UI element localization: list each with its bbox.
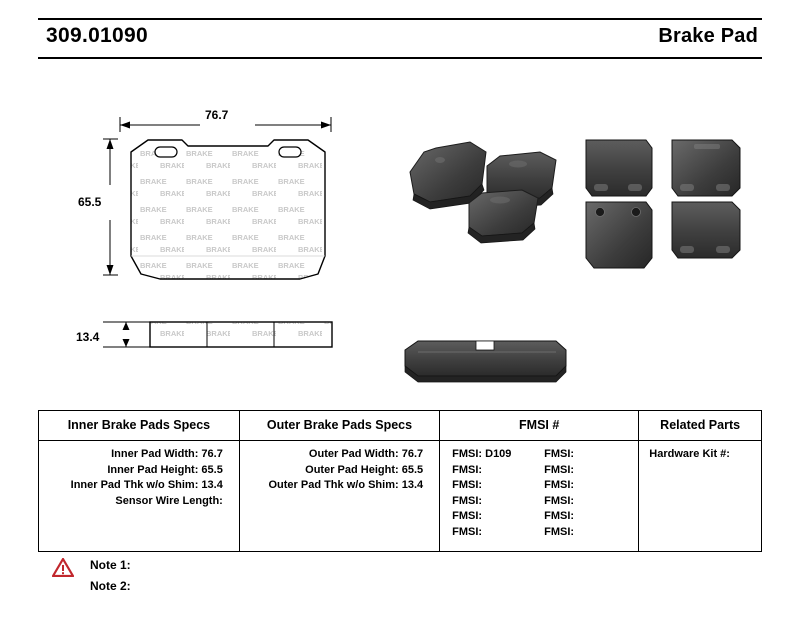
note-2-label: Note 2:: [90, 578, 131, 593]
fmsi-row: [452, 525, 632, 541]
inner-pad-height: Inner Pad Height: 65.5: [107, 463, 223, 476]
pad-side-diagram: [76, 322, 332, 347]
page-title: Brake Pad: [658, 25, 758, 47]
header-bottom-rule: [38, 57, 762, 59]
header-fmsi: FMSI #: [440, 411, 639, 441]
header-outer-specs: Outer Brake Pads Specs: [239, 411, 439, 441]
height-dimension-label: 65.5: [78, 195, 102, 209]
header-related-parts: Related Parts: [639, 411, 762, 441]
header-inner-specs: Inner Brake Pads Specs: [39, 411, 240, 441]
pad-grid-photos: [586, 140, 740, 268]
pad-face-outline: [131, 140, 325, 279]
fmsi-row: [452, 478, 632, 494]
pad-grid-3: [586, 202, 652, 268]
fmsi-row: [452, 463, 632, 479]
fmsi-left: FMSI: D109: [452, 448, 512, 460]
fmsi-left: FMSI:: [452, 525, 483, 538]
sensor-wire-length: Sensor Wire Length:: [115, 494, 223, 507]
table-body-row: [39, 441, 762, 552]
width-dimension-label: 76.7: [205, 108, 229, 122]
fmsi-right: FMSI:: [544, 494, 575, 507]
pad-photo-3: [468, 190, 538, 243]
fmsi-row: [452, 494, 632, 510]
note-row: [50, 575, 350, 596]
fmsi-right: FMSI:: [544, 525, 575, 538]
outer-pad-height: Outer Pad Height: 65.5: [305, 463, 424, 476]
fmsi-right: FMSI:: [544, 448, 575, 460]
technical-drawing: [0, 60, 800, 400]
pad-face-diagram: [78, 108, 331, 279]
notes-section: [50, 554, 350, 596]
pad-side-outline: [150, 322, 332, 347]
thickness-dimension: [76, 322, 150, 347]
note-1-label: Note 1:: [90, 557, 131, 572]
inner-pad-thickness: Inner Pad Thk w/o Shim: 13.4: [70, 479, 223, 491]
pad-grid-1: [586, 140, 652, 196]
pad-photo-cluster: [410, 142, 556, 243]
fmsi-list: [446, 447, 632, 540]
fmsi-row: [452, 509, 632, 525]
header-top-rule: [38, 18, 762, 20]
height-dimension: [78, 139, 118, 275]
thickness-dimension-label: 13.4: [76, 330, 100, 344]
fmsi-right: FMSI:: [544, 510, 575, 522]
fmsi-right: FMSI:: [544, 479, 575, 491]
fmsi-row: [452, 447, 632, 463]
fmsi-left: FMSI:: [452, 494, 483, 507]
outer-pad-thickness: Outer Pad Thk w/o Shim: 13.4: [268, 479, 424, 491]
hardware-kit-number: Hardware Kit #:: [649, 448, 730, 460]
outer-pad-width: Outer Pad Width: 76.7: [308, 448, 424, 460]
cell-fmsi: [440, 441, 639, 552]
fmsi-left: FMSI:: [452, 510, 483, 522]
fmsi-left: FMSI:: [452, 463, 483, 476]
inner-pad-width: Inner Pad Width: 76.7: [111, 448, 223, 460]
cell-related-parts: [639, 441, 762, 552]
fmsi-right: FMSI:: [544, 463, 575, 476]
pad-grid-2: [672, 140, 740, 196]
pad-edge-photo: [405, 341, 566, 382]
fmsi-left: FMSI:: [452, 479, 483, 491]
cell-outer-specs: [239, 441, 439, 552]
width-dimension: [120, 108, 331, 132]
pad-grid-4: [672, 202, 740, 258]
specifications-table: [38, 410, 762, 552]
note-row: [50, 554, 350, 575]
table-header-row: [39, 411, 762, 441]
part-number: 309.01090: [46, 24, 148, 47]
cell-inner-specs: [39, 441, 240, 552]
